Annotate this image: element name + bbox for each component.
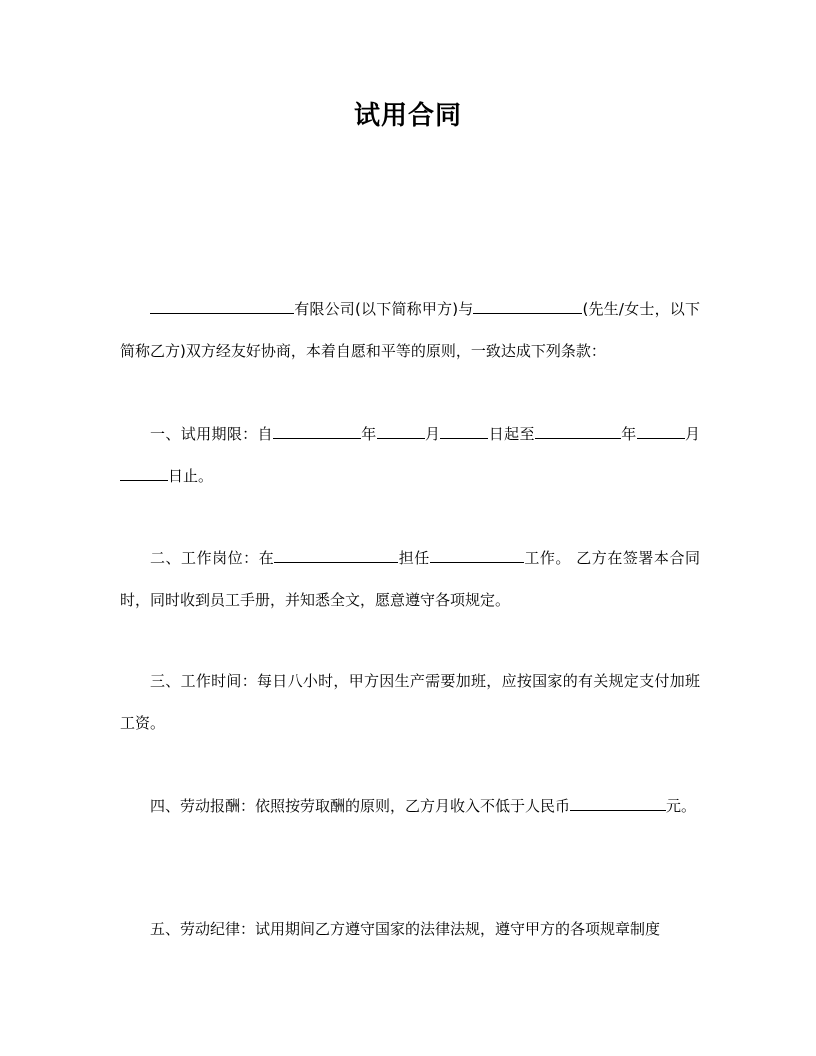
- end-year-blank: [535, 421, 621, 439]
- year-label-2: 年: [620, 425, 637, 443]
- intro-paragraph: [120, 288, 700, 372]
- intro-text-2: (先生/女士，以下简称乙方)双方经友好协商，本着自愿和平等的原则，一致达成下列条款：: [120, 300, 700, 360]
- currency-unit: 元。: [666, 797, 697, 815]
- start-month-blank: [377, 421, 425, 439]
- month-label-1: 月: [424, 425, 441, 443]
- salary-blank: [570, 793, 666, 811]
- end-day-blank: [120, 463, 168, 481]
- start-day-blank: [440, 421, 488, 439]
- document-title: 试用合同: [353, 101, 462, 131]
- position-blank: [430, 545, 524, 563]
- department-blank: [274, 545, 398, 563]
- employee-name-blank: [473, 296, 582, 314]
- clause-2-paragraph: [120, 537, 700, 621]
- clause-1-label: 一、试用期限：自: [150, 425, 273, 443]
- intro-text-1: 有限公司(以下简称甲方)与: [294, 300, 474, 318]
- day-to-label: 日止。: [168, 467, 214, 485]
- month-label-2: 月: [684, 425, 700, 443]
- company-name-blank: [150, 296, 294, 314]
- clause-2-label: 二、工作岗位：在: [150, 549, 275, 567]
- end-month-blank: [637, 421, 685, 439]
- clause-5-paragraph: 五、劳动纪律：试用期间乙方遵守国家的法律法规，遵守甲方的各项规章制度: [150, 920, 661, 938]
- serve-label: 担任: [398, 549, 430, 567]
- year-label-1: 年: [360, 425, 377, 443]
- clause-3-paragraph: 三、工作时间：每日八小时，甲方因生产需要加班，应按国家的有关规定支付加班工资。: [120, 672, 700, 732]
- clause-4-paragraph: [120, 785, 700, 827]
- clause-1-paragraph: [120, 413, 700, 497]
- clause-2-rest: 工作。 乙方在签署本合同时，同时收到员工手册，并知悉全文，愿意遵守各项规定。: [120, 549, 700, 609]
- clause-4-label: 四、劳动报酬：依照按劳取酬的原则，乙方月收入不低于人民币: [150, 797, 571, 815]
- start-year-blank: [273, 421, 361, 439]
- day-from-label: 日起至: [488, 425, 535, 443]
